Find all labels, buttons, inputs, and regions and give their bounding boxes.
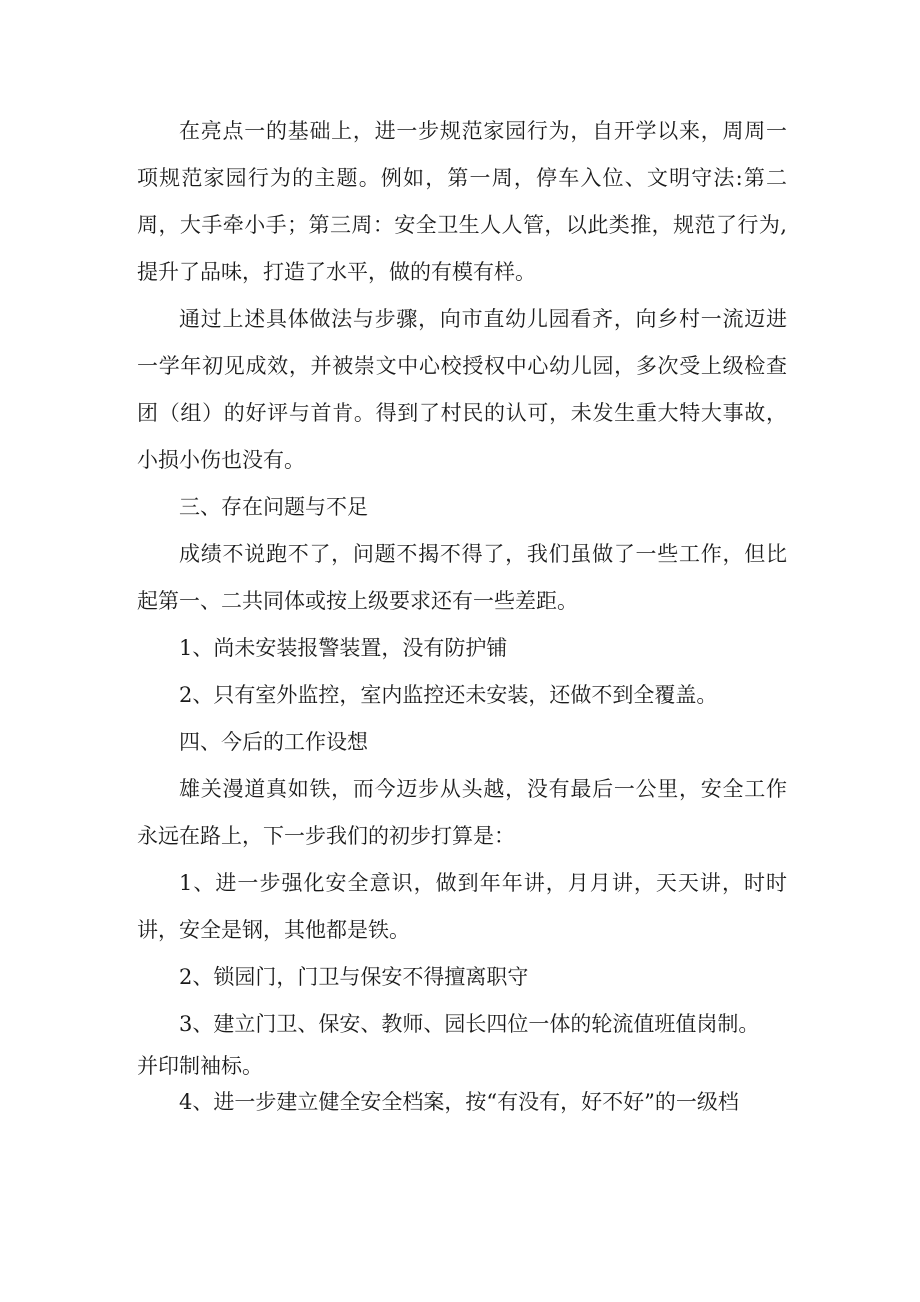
paragraph-armband: 并印制袖标。 [137, 1054, 263, 1078]
paragraph-results: 通过上述具体做法与步骤，向市直幼儿园看齐，向乡村一流迈进一学年初见成效，并被崇文中心校授权中心幼儿园，多次受上级检查团（组）的好评与首肯。得到了村民的认可，未发生重大特大事故，小损小伤也没有。 [137, 307, 787, 472]
paragraph-next-steps: 雄关漫道真如铁，而今迈步从头越，没有最后一公里，安全工作永远在路上，下一步我们的初步打算是： [137, 777, 787, 848]
list-item-archives: 4、进一步建立健全安全档案，按“有没有，好不好”的一级档 [179, 1090, 739, 1114]
list-item-gate: 2、锁园门，门卫与保安不得擅离职守 [179, 965, 529, 989]
paragraph-highlight-norms: 在亮点一的基础上，进一步规范家园行为，自开学以来，周周一项规范家园行为的主题。例如，第一周，停车入位、文明守法:第二周，大手牵小手；第三周：安全卫生人人管，以此类推，规范了行为,提升了品味，打造了水平，做的有模有样。 [137, 119, 787, 284]
document-body [137, 108, 787, 1120]
list-item-awareness: 1、进一步强化安全意识，做到年年讲，月月讲，天天讲，时时讲，安全是钢，其他都是铁。 [137, 871, 787, 942]
section-heading-problems: 三、存在问题与不足 [179, 495, 368, 519]
list-item-monitoring: 2、只有室外监控，室内监控还未安装，还做不到全覆盖。 [179, 683, 718, 707]
list-item-duty-system: 3、建立门卫、保安、教师、园长四位一体的轮流值班值岗制。 [179, 1012, 760, 1036]
list-item-alarm: 1、尚未安装报警装置，没有防护铺 [179, 636, 508, 660]
section-heading-plans: 四、今后的工作设想 [179, 730, 368, 754]
paragraph-gaps: 成绩不说跑不了，问题不揭不得了，我们虽做了一些工作，但比起第一、二共同体或按上级要求还有一些差距。 [137, 542, 787, 613]
